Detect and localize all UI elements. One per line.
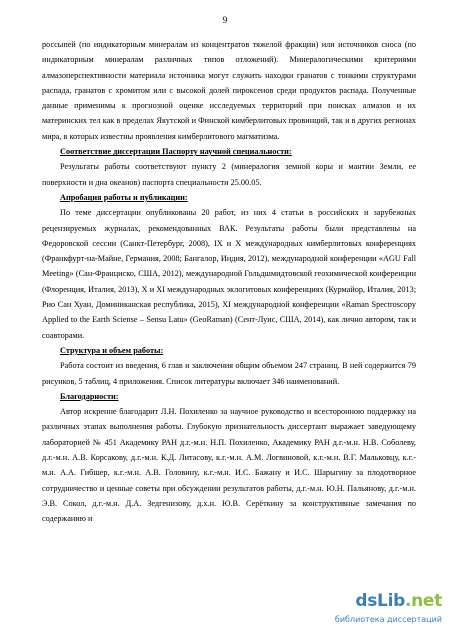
watermark-logo-text [355,591,442,611]
paragraph-structure: Работа состоит из введения, 6 глав и заключения общим объемом 247 страниц. В ней содержится 79 рисунков, 5 таблиц, 4 приложения. Список литературы включает 346 наименований. [42,361,416,386]
heading-thanks: Благодарности: [60,391,119,401]
paragraph-intro: россыпей (по индикаторным минералам из концентратов тяжелой фракции) или источников сноса (по индикаторным минералам различных типов отложений). Минералогическими критериями алмазоперспективности материала источника могут служить находки гранатов с тонкими структурами распада, гранатов с хромитом или с высокой долей пироксенов среди продуктов распада. Полученные данные применимы к прогнозной оценке исследуемых территорий при поисках алмазов и их материнских тел как в пределах Якутской и Финской кимберлитовых провинций, так и в других регионах мира, в которых известны проявления кимберлитового магматизма. [42,40,416,141]
page-number: 9 [222,15,228,25]
heading-approbation: Апробация работы и публикации: [60,192,188,202]
watermark-subtitle: библиотека диссертаций [334,615,442,624]
watermark-logo-main: dsLib [355,591,405,611]
paragraph-passport: Результаты работы соответствуют пункту 2 (минералогия земной коры и мантии Земли, ее поверхности и дна океанов) паспорта специальности 25.00.05. [42,162,416,187]
heading-structure: Структура и объем работы: [60,345,164,355]
page-body [42,37,416,527]
heading-passport: Соответствие диссертации Паспорту научной специальности: [60,147,292,157]
watermark-logo-tld: .net [404,591,442,611]
paragraph-approbation: По теме диссертации опубликованы 20 работ, из них 4 статьи в российских и зарубежных рецензируемых журналах, рекомендованных ВАК. Результаты работы были представлены на Федоровской сессии (Санкт-Петербург, 2008), IX и X международных кимберлитовых конференциях (Франкфурт-на-Майне, Германия, 2008; Бангалор, Индия, 2012), международной конференции «AGU Fall Meeting» (Сан-Франциско, США, 2012), международной Гольдшмидтовской геохимической конференции (Флоренция, Италия, 2013), X и XI международных эклогитовых конференциях (Курмайор, Италия, 2013; Рио Сан Хуан, Доминиканская республика, 2015), XI международной конференции «Raman Spectroscopy Applied to the Earth Sciense – Sensu Latu» (GeoRaman) (Сент-Луис, США, 2014), как лично автором, так и соавторами. [42,208,416,340]
watermark-logo[interactable] [322,591,442,631]
paragraph-thanks: Автор искренне благодарит Л.Н. Похиленко за научное руководство и всесторонною поддержку на различных этапах выполнения работы. Глубокую признательность диссертант выражает заведующему лабораторией № 451 Академику РАН д.г.-м.н. Н.П. Похиленко, Академику РАН д.г.-м.н. Н.В. Соболеву, д.г.-м.н. А.В. Корсакову, д.г.-м.н. К.Д. Литасову, к.г.-м.н. А.М. Логвиновой, к.г.-м.н. В.Г. Мальковцу, к.г.-м.н. А.А. Гибшер, к.г.-м.н. А.В. Головину, к.г.-м.н. И.С. Бажану и И.С. Шарыгину за плодотворное сотрудничество и ценные советы при обсуждении результатов работы, д.г.-м.н. Ю.Н. Пальянову, д.г.-м.н. Э.В. Сокол, д.г.-м.н. Д.А. Зедгенизову, д.х.н. Ю.В. Серёткину за конструктивные замечания по содержанию и [42,407,416,524]
